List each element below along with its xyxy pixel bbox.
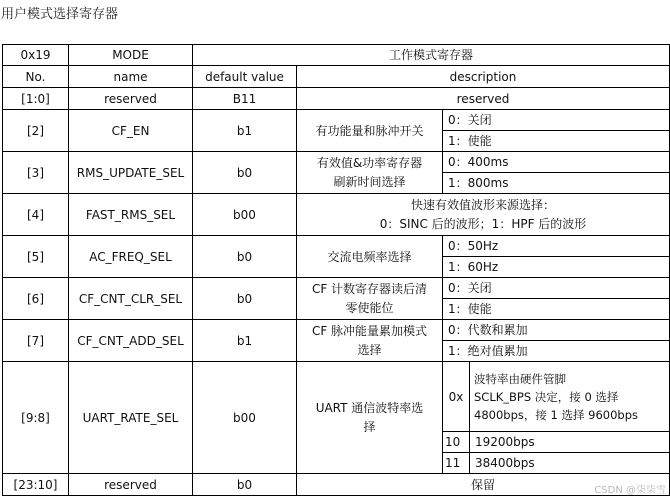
header-addr: 0x19 [3,45,69,66]
option: 0：400ms [443,152,670,173]
description: reserved [297,88,670,110]
default-value: b0 [193,236,297,278]
description-line: CF 脉冲能量累加模式 [311,323,428,338]
description-line: 刷新时间选择 [333,174,406,189]
field-name: CF_EN [69,110,193,152]
field-name: reserved [69,474,193,496]
table-row [3,194,670,236]
default-value: b1 [193,110,297,152]
table-row [3,152,670,173]
bit-no: [9:8] [3,362,69,474]
page-heading: 用户模式选择寄存器 [1,7,119,22]
rate-value: 38400bps [470,453,670,474]
default-value: b0 [193,278,297,320]
description [297,362,443,474]
option: 0：代数和累加 [443,320,670,341]
description-line: 快速有效值波形来源选择： [411,197,556,212]
description: 保留 [297,474,670,496]
rate-value: 19200bps [470,432,670,453]
default-value: b00 [193,362,297,474]
table-row [3,278,670,299]
option: 1：使能 [443,299,670,320]
rate-description [470,362,670,432]
description-line: 0：SINC 后的波形；1：HPF 后的波形 [379,216,587,231]
default-value: b0 [193,152,297,194]
field-name: AC_FREQ_SEL [69,236,193,278]
field-name: CF_CNT_ADD_SEL [69,320,193,362]
bit-no: [23:10] [3,474,69,496]
header-default: default value [193,66,297,88]
field-name: CF_CNT_CLR_SEL [69,278,193,320]
header-row-1 [3,45,670,66]
rate-description-line: 波特率由硬件管脚 [474,371,566,386]
table-row [3,474,670,496]
register-table [2,44,670,496]
description: 有功能量和脉冲开关 [297,110,443,152]
bit-no: [1:0] [3,88,69,110]
default-value: b0 [193,474,297,496]
field-name: UART_RATE_SEL [69,362,193,474]
rate-code: 10 [443,432,470,453]
rate-code: 0x [443,362,470,432]
header-description: description [297,66,670,88]
table-row [3,110,670,131]
option: 1：800ms [443,173,670,194]
bit-no: [5] [3,236,69,278]
description [297,152,443,194]
table-row [3,236,670,257]
default-value: b00 [193,194,297,236]
table-row [3,320,670,341]
option: 0：50Hz [443,236,670,257]
rate-code: 11 [443,453,470,474]
field-name: reserved [69,88,193,110]
rate-description-line: 4800bps，接 1 选择 9600bps [474,407,638,422]
bit-no: [7] [3,320,69,362]
description-line: 有效值&功率寄存器 [316,155,423,170]
description [297,320,443,362]
description [297,278,443,320]
table-row [3,88,670,110]
field-name: FAST_RMS_SEL [69,194,193,236]
bit-no: [6] [3,278,69,320]
description-line: UART 通信波特率选 [315,400,424,415]
default-value: B11 [193,88,297,110]
rate-description-line: SCLK_BPS 决定，接 0 选择 [474,389,619,404]
header-no: No. [3,66,69,88]
header-name: name [69,66,193,88]
description-line: 零使能位 [345,300,394,315]
header-row-2 [3,66,670,88]
option: 1：绝对值累加 [443,341,670,362]
description [297,194,670,236]
header-title: 工作模式寄存器 [193,45,670,66]
description-line: CF 计数寄存器读后清 [311,281,428,296]
header-mode: MODE [69,45,193,66]
description: 交流电频率选择 [297,236,443,278]
default-value: b1 [193,320,297,362]
field-name: RMS_UPDATE_SEL [69,152,193,194]
bit-no: [2] [3,110,69,152]
option: 0：关闭 [443,110,670,131]
table-row [3,362,670,432]
description-line: 选择 [357,342,382,357]
bit-no: [3] [3,152,69,194]
watermark: CSDN @柒柒雪 [594,485,666,496]
description-line: 择 [363,419,376,434]
option: 1：使能 [443,131,670,152]
option: 1：60Hz [443,257,670,278]
bit-no: [4] [3,194,69,236]
option: 0：关闭 [443,278,670,299]
